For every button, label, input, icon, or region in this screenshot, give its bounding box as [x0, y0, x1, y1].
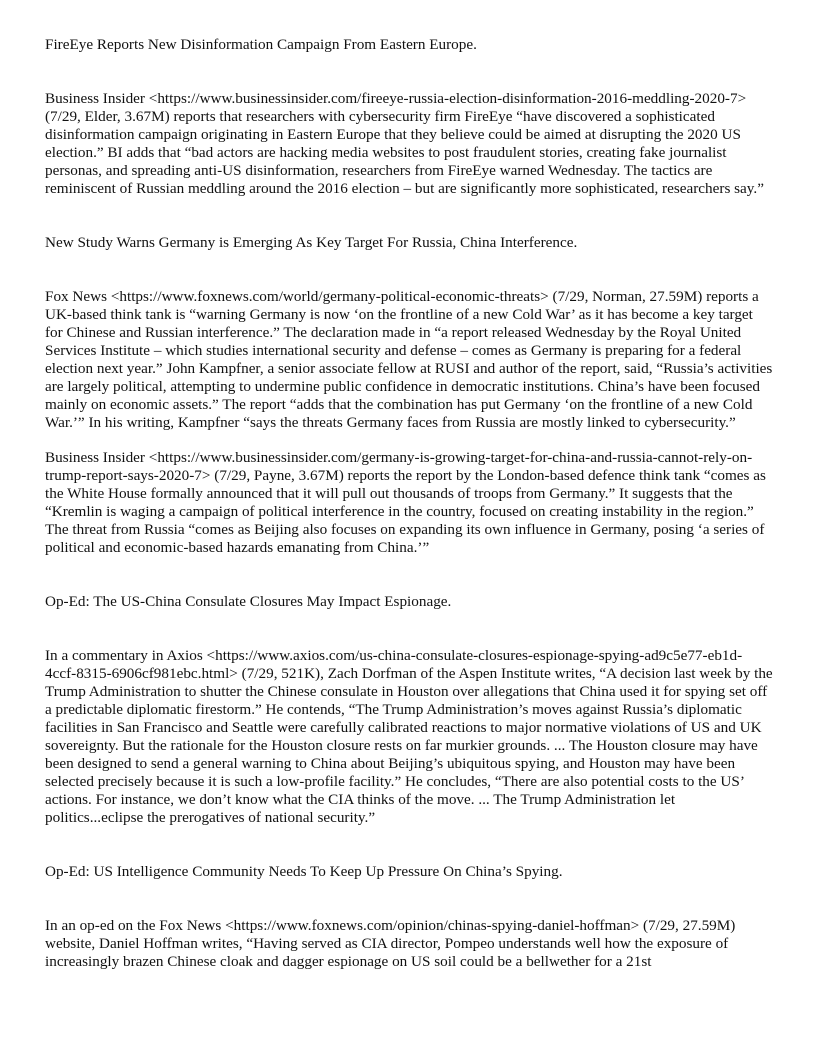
headline-fireeye: FireEye Reports New Disinformation Campaign From Eastern Europe. [45, 36, 477, 53]
spacer [45, 252, 773, 288]
paragraph-consulate-axios: In a commentary in Axios <https://www.axios.com/us-china-consulate-closures-espionage-spying-ad9c5e77-eb1d-4ccf-8315-6906cf981ebc.html> (7/29, 521K), Zach Dorfman of the Aspen Institute writes, “A decision last week by the Trump Administration to shutter the Chinese consulate in Houston over allegations that China used it for spying set off a predictable diplomatic firestorm.” He contends, “The Trump Administration’s moves against Russia’s diplomatic facilities in San Francisco and Seattle were carefully calibrated reactions to major normative violations of US and UK sovereignty. But the rationale for the Houston closure rests on far murkier grounds. ... The Houston closure may have been designed to send a general warning to China about Beijing’s ubiquitous spying, and Houston may have been selected precisely because it is such a low-profile facility.” He concludes, “There are also potential costs to the US’ actions. For instance, we don’t know what the CIA thinks of the move. ... The Trump Administration let politics...eclipse the prerogatives of national security.” [45, 647, 773, 826]
spacer [45, 827, 773, 863]
spacer [45, 611, 773, 647]
paragraph-china-spying-fox-news: In an op-ed on the Fox News <https://www.foxnews.com/opinion/chinas-spying-daniel-hoffman> (7/29, 27.59M) website, Daniel Hoffman writes, “Having served as CIA director, Pompeo understands well how the exposure of increasingly brazen Chinese cloak and dagger espionage on US soil could be a bellwether for a 21st [45, 917, 736, 970]
spacer [45, 432, 773, 449]
spacer [45, 881, 773, 917]
headline-germany-target: New Study Warns Germany is Emerging As Key Target For Russia, China Interference. [45, 234, 578, 251]
paragraph-germany-business-insider: Business Insider <https://www.businessinsider.com/germany-is-growing-target-for-china-and-russia-cannot-rely-on-trump-report-says-2020-7> (7/29, Payne, 3.67M) reports the report by the London-based defence think tank “comes as the White House formally announced that it will pull out thousands of troops from Germany.” It suggests that the “Kremlin is waging a campaign of political interference in the country, focused on creating instability in the region.” The threat from Russia “comes as Beijing also focuses on expanding its own influence in Germany, posing ‘a series of political and economic-based hazards emanating from China.’” [45, 449, 766, 556]
paragraph-fireeye-business-insider: Business Insider <https://www.businessinsider.com/fireeye-russia-election-disinformation-2016-meddling-2020-7> (7/29, Elder, 3.67M) reports that researchers with cybersecurity firm FireEye “have discovered a sophisticated disinformation campaign originating in Eastern Europe that they believe could be aimed at disrupting the 2020 US election.” BI adds that “bad actors are hacking media websites to post fraudulent stories, creating fake journalist personas, and spreading anti-US disinformation, researchers from FireEye warned Wednesday. The tactics are reminiscent of Russian meddling around the 2016 election – but are significantly more sophisticated, researchers say.” [45, 90, 764, 197]
paragraph-germany-fox-news: Fox News <https://www.foxnews.com/world/germany-political-economic-threats> (7/29, Norman, 27.59M) reports a UK-based think tank is “warning Germany is now ‘on the frontline of a new Cold War’ as it has become a key target for Chinese and Russian interference.” The declaration made in “a report released Wednesday by the Royal United Services Institute – which studies international security and defense – comes as Germany is preparing for a federal election next year.” John Kampfner, a senior associate fellow at RUSI and author of the report, said, “Russia’s activities are largely political, attempting to undermine public confidence in democratic institutions. China’s have been focused mainly on economic assets.” The report “adds that the combination has put Germany ‘on the frontline of a new Cold War.’” In his writing, Kampfner “says the threats Germany faces from Russia are mostly linked to cybersecurity.” [45, 288, 773, 431]
headline-consulate-closures: Op-Ed: The US-China Consulate Closures May Impact Espionage. [45, 593, 452, 610]
headline-china-spying: Op-Ed: US Intelligence Community Needs To Keep Up Pressure On China’s Spying. [45, 863, 563, 880]
document-page [45, 36, 773, 971]
spacer [45, 198, 773, 234]
spacer [45, 54, 773, 90]
spacer [45, 557, 773, 593]
